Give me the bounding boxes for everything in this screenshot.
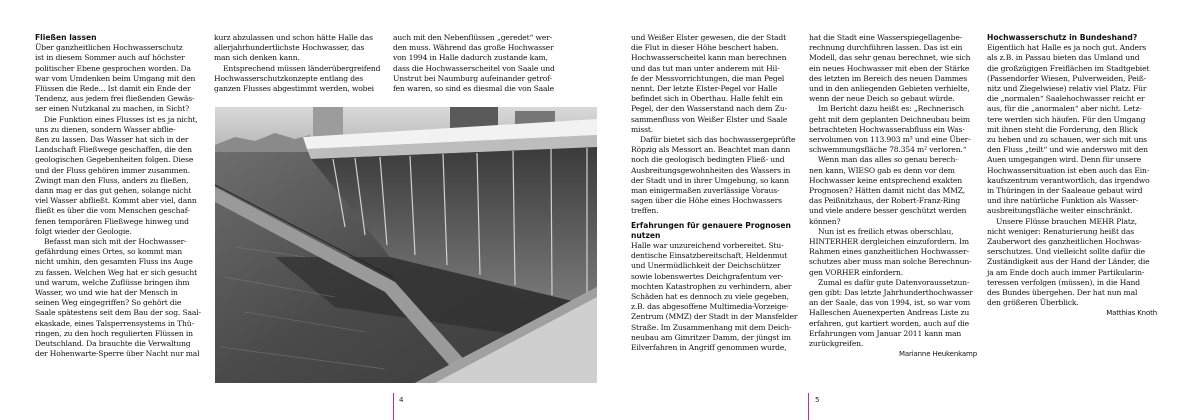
page-mark-right bbox=[808, 393, 809, 420]
text-line: Auen umgegangen wird. Denn für unsere bbox=[987, 155, 1142, 165]
text-line: und ihre natürliche Funktion als Wasser- bbox=[987, 196, 1139, 206]
text-line: Unstrut bei Naumburg aufeinander getrof- bbox=[393, 73, 552, 83]
text-line: fe der Messvorrichtungen, die man Pegel bbox=[631, 73, 785, 83]
text-line: betrachteten Hochwasserabfluss ein Was- bbox=[809, 124, 965, 134]
column-6 bbox=[987, 33, 1157, 319]
text-line: Hochwasserschutzkonzepte entlang des bbox=[214, 73, 364, 83]
text-line: fenen temporären Fließwege hinweg und bbox=[35, 216, 189, 226]
text-line: und in den anliegenden Gebieten verhielte, bbox=[809, 84, 970, 94]
text-line: in Thüringen in der Saaleaue gebaut wird bbox=[987, 186, 1143, 196]
text-line: der Hohenwarte-Sperre über Nacht nur mal bbox=[35, 349, 200, 359]
text-line: kaufszentrum verantwortlich, das irgendwo bbox=[987, 175, 1150, 185]
text-line: den Fluss „teilt“ und wie anderswo mit den bbox=[987, 145, 1148, 155]
text-line: schwemmungsfläche 78.354 m² verloren.“ bbox=[809, 145, 967, 155]
text-line: treffen. bbox=[631, 206, 659, 216]
text-line: fließt es über die vom Menschen geschaf- bbox=[35, 206, 190, 216]
text-line: als z.B. in Passau bieten das Umland und bbox=[987, 53, 1140, 63]
text-line: auch mit den Nebenflüssen „geredet“ wer- bbox=[393, 33, 553, 42]
text-line: gefährdung eines Ortes, so kommt man bbox=[35, 247, 183, 257]
text-line: Wenn man das alles so genau berech- bbox=[818, 155, 958, 165]
text-line: Pegel, der den Wasserstand nach dem Zu- bbox=[631, 104, 787, 114]
column-5 bbox=[809, 33, 977, 360]
text-line: nitz und Ziegelwiese) relativ viel Platz. Für bbox=[987, 84, 1147, 94]
text-line: die großzügigen Freiflächen im Stadtgebiet bbox=[987, 63, 1150, 73]
text-line: und der Fluss gehören immer zusammen. bbox=[35, 165, 190, 175]
column-4 bbox=[631, 33, 799, 353]
text-line: ja am Ende doch auch immer Partikularin- bbox=[987, 267, 1145, 277]
text-line: die Flut in dieser Höhe beschert haben. bbox=[631, 43, 779, 53]
text-line: Über ganzheitlichen Hochwasserschutz bbox=[35, 43, 183, 53]
text-line: ein neues Hochwasser mit eben der Stärke bbox=[809, 63, 970, 73]
text-line: ßen zu lassen. Das Wasser hat sich in der bbox=[35, 135, 189, 145]
text-line: neubau am Gimritzer Damm, der jüngst im bbox=[631, 332, 791, 342]
text-line: Befasst man sich mit der Hochwasser- bbox=[44, 237, 187, 247]
text-line: gen VORHER einfordern. bbox=[809, 267, 904, 277]
text-line: nicht umhin, den gesamten Fluss ins Auge bbox=[35, 257, 193, 267]
text-line: Rahmen eines ganzheitlichen Hochwasser- bbox=[809, 247, 969, 257]
text-line: Tendenz, aus jedem frei fließenden Gewäs- bbox=[35, 94, 195, 104]
text-line: folgt wieder der Geologie. bbox=[35, 226, 132, 236]
text-line: noch die geologisch bedingten Fließ- und bbox=[631, 155, 785, 165]
paragraph bbox=[809, 278, 977, 349]
text-line: erfahren, gut kartiert worden, auch auf die bbox=[809, 318, 969, 328]
text-line: Straße. Im Zusammenhang mit dem Deich- bbox=[631, 322, 792, 332]
column-1 bbox=[35, 33, 203, 360]
text-line: ringen, zu den hoch regulierten Flüssen in bbox=[35, 328, 193, 338]
text-line: wenn der neue Deich so gebaut würde. bbox=[809, 94, 955, 104]
text-line: Wasser, wo und wie hat der Mensch in bbox=[35, 288, 178, 298]
author-signature: Marianne Heukenkamp bbox=[898, 350, 977, 359]
page-number-left: 4 bbox=[399, 396, 404, 404]
text-line: dentische Einsatzbereitschaft, Heldenmut bbox=[631, 251, 788, 261]
paragraph bbox=[809, 227, 977, 278]
text-line: und das tut man unter anderem mit Hil- bbox=[631, 63, 780, 73]
text-line: rechnung durchführen lassen. Das ist ein bbox=[809, 43, 963, 53]
text-line: Zentrum (MMZ) der Stadt in der Mansfelder bbox=[631, 312, 798, 322]
text-line: dass die Hochwasserscheitel von Saale und bbox=[393, 63, 555, 73]
text-line: Erfahrungen vom Januar 2011 kann man bbox=[809, 328, 962, 338]
text-line: Saale spätestens seit dem Bau der sog. Saal- bbox=[35, 308, 201, 318]
paragraph bbox=[35, 237, 203, 359]
text-line: an der Saale, das von 1994, ist, so war vom bbox=[809, 298, 971, 308]
text-line: man sich denken kann. bbox=[214, 53, 300, 63]
text-line: nicht weniger: Renaturierung heißt das bbox=[987, 226, 1134, 236]
text-line: zu fassen. Welchen Weg hat er sich gesucht bbox=[35, 267, 197, 277]
text-line: mochten Katastrophen zu verhindern, aber bbox=[631, 281, 792, 291]
text-line: uns zu dienen, sondern Wasser abflie- bbox=[35, 124, 176, 134]
text-line: Zuständigkeit aus der Hand der Länder, die bbox=[987, 257, 1150, 267]
text-line: servolumen von 113.903 m³ und eine Über- bbox=[809, 135, 971, 145]
column-3 bbox=[393, 33, 561, 94]
text-line: Im Bericht dazu heißt es: „Rechnerisch bbox=[818, 104, 964, 114]
text-line: (Passendorfer Wiesen, Pulverweiden, Peiß- bbox=[987, 73, 1147, 83]
text-line: Schäden hat es dennoch zu viele gegeben, bbox=[631, 292, 789, 302]
text-line: Dafür bietet sich das hochwassergeprüfte bbox=[640, 135, 796, 145]
text-line: Flüssen die Rede... Ist damit ein Ende der bbox=[35, 84, 191, 94]
text-line: schutzes aber muss man solche Berechnun- bbox=[809, 257, 972, 267]
text-line: ganzen Flusses abgestimmt werden, wobei bbox=[214, 84, 374, 94]
text-line: Prognosen? Hätten damit nicht das MMZ, bbox=[809, 186, 965, 196]
paragraph bbox=[393, 33, 561, 94]
text-line: befindet sich in Oberthau. Halle fehlt ein bbox=[631, 94, 783, 104]
paragraph bbox=[214, 64, 382, 95]
column-2 bbox=[214, 33, 382, 94]
text-line: ekaskade, eines Talsperrensystems in Thü- bbox=[35, 318, 194, 328]
text-line: sammenfluss von Weißer Elster und Saale bbox=[631, 114, 788, 124]
text-line: nennt. Der letzte Elster-Pegel vor Halle bbox=[631, 84, 778, 94]
text-line: Eilverfahren in Angriff genommen wurde, bbox=[631, 343, 787, 353]
text-line: von 1994 in Halle dadurch zustande kam, bbox=[393, 53, 548, 63]
paragraph bbox=[214, 33, 382, 64]
text-line: und Unermüdlichkeit der Deichschützer bbox=[631, 261, 781, 271]
text-line: man einigermaßen zuverlässige Voraus- bbox=[631, 186, 780, 196]
paragraph bbox=[987, 43, 1157, 216]
paragraph bbox=[631, 33, 799, 135]
paragraph bbox=[809, 104, 977, 155]
text-line: Entsprechend müssen länderübergreifend bbox=[223, 63, 381, 73]
paragraph bbox=[35, 115, 203, 237]
text-line: seinen Weg eingegriffen? So gehört die bbox=[35, 298, 182, 308]
page-number-right: 5 bbox=[815, 396, 820, 404]
text-line: viel Wasser abfließt. Kommt aber viel, dann bbox=[35, 196, 197, 206]
text-line: politischer Ebene gesprochen worden. Da bbox=[35, 63, 191, 73]
text-line: Zwingt man den Fluss, anders zu fließen, bbox=[35, 175, 189, 185]
text-line: die „normalen“ Saalehochwasser reicht er bbox=[987, 94, 1145, 104]
text-line: z.B. das abgesoffene Multimedia-Vorzeige- bbox=[631, 302, 789, 312]
text-line: aus, für die „anormalen“ aber nicht. Letz- bbox=[987, 104, 1142, 114]
text-line: mit ihnen steht die Forderung, den Blick bbox=[987, 124, 1138, 134]
text-line: Landschaft Fließwege geschaffen, die den bbox=[35, 145, 192, 155]
section-heading: Hochwasserschutz in Bundeshand? bbox=[987, 33, 1138, 42]
text-line: den größeren Überblick. bbox=[987, 298, 1079, 308]
paragraph bbox=[809, 155, 977, 226]
text-line: nen kann, WIESO gab es denn vor dem bbox=[809, 165, 955, 175]
text-line: gen gibt: Das letzte Jahrhunderthochwasser bbox=[809, 288, 973, 298]
text-line: dann mag er das gut gehen, solange nicht bbox=[35, 186, 192, 196]
text-line: Zumal es dafür gute Datenvoraussetzun- bbox=[818, 277, 970, 287]
text-line: zu heben und zu schauen, wer sich mit uns bbox=[987, 135, 1147, 145]
text-line: Hochwasserscheitel kann man berechnen bbox=[631, 53, 787, 63]
text-line: Unsere Flüsse brauchen MEHR Platz, bbox=[996, 216, 1137, 226]
text-line: Halleschen Auenexperten Andreas Liste zu bbox=[809, 308, 970, 318]
subheading-line: nutzen bbox=[631, 230, 661, 240]
paragraph bbox=[631, 241, 799, 353]
text-line: Ausbreitungsgewohnheiten des Wassers in bbox=[631, 165, 791, 175]
page-mark-left bbox=[393, 393, 394, 420]
text-line: fen waren, so sind es diesmal die von Saale bbox=[393, 84, 555, 94]
subheading bbox=[631, 221, 799, 241]
text-line: ist in diesem Sommer auch auf höchster bbox=[35, 53, 185, 63]
text-line: Röpzig als Messort an. Beachtet man dann bbox=[631, 145, 791, 155]
paragraph bbox=[631, 135, 799, 217]
text-line: des Bundes übergehen. Der hat nun mal bbox=[987, 288, 1138, 298]
text-line: zurückgreifen. bbox=[809, 339, 864, 349]
text-line: das Peißnitzhaus, der Robert-Franz-Ring bbox=[809, 196, 961, 206]
text-line: tere werden sich häufen. Für den Umgang bbox=[987, 114, 1146, 124]
text-line: kurz abzulassen und schon hätte Halle das bbox=[214, 33, 373, 42]
text-line: geologischen Gegebenheiten folgen. Diese bbox=[35, 155, 194, 165]
text-line: misst. bbox=[631, 124, 653, 134]
text-line: ser einen Nutzkanal zu machen, in Sicht? bbox=[35, 104, 190, 114]
text-line: können? bbox=[809, 216, 841, 226]
text-line: und Weißer Elster gewesen, die der Stadt bbox=[631, 33, 786, 42]
paragraph bbox=[987, 217, 1157, 309]
text-line: serschutzes. Und vielleicht sollte dafür die bbox=[987, 247, 1145, 257]
text-line: Deutschland. Da brauchte die Verwaltung bbox=[35, 339, 191, 349]
text-line: war vom Umdenken beim Umgang mit den bbox=[35, 73, 196, 83]
text-line: Eigentlich hat Halle es ja noch gut. Anders bbox=[987, 43, 1147, 53]
text-line: Modell, das sehr genau berechnet, wie sich bbox=[809, 53, 971, 63]
text-line: HINTERHER dergleichen einzufordern. Im bbox=[809, 237, 969, 247]
text-line: teressen verfolgen (müssen), in die Hand bbox=[987, 277, 1141, 287]
text-line: Nun ist es freilich etwas oberschlau, bbox=[818, 226, 954, 236]
text-line: hat die Stadt eine Wasserspiegellagenbe- bbox=[809, 33, 963, 42]
text-line: des letzten im Bereich des neuen Dammes bbox=[809, 73, 968, 83]
text-line: Hochwasser keine entsprechend exakten bbox=[809, 175, 962, 185]
text-line: geht mit dem geplanten Deichneubau beim bbox=[809, 114, 970, 124]
text-line: ausbreitungsfläche weiter einschränkt. bbox=[987, 206, 1133, 216]
text-line: Halle war unzureichend vorbereitet. Stu- bbox=[631, 241, 784, 251]
text-line: allerjahrhundertlichste Hochwasser, das bbox=[214, 43, 365, 53]
text-line: den muss. Während das große Hochwasser bbox=[393, 43, 554, 53]
paragraph bbox=[35, 43, 203, 114]
text-line: Die Funktion eines Flusses ist es ja nicht, bbox=[44, 114, 198, 124]
text-line: und viele andere besser geschützt werden bbox=[809, 206, 967, 216]
subheading-line: Erfahrungen für genauere Prognosen bbox=[631, 220, 791, 230]
paragraph bbox=[809, 33, 977, 104]
text-line: sowie lobenswertes Deichgrafentum ver- bbox=[631, 271, 784, 281]
text-line: sagen über die Höhe eines Hochwassers bbox=[631, 196, 782, 206]
text-line: Zauberwort des ganzheitlichen Hochwas- bbox=[987, 237, 1142, 247]
author-signature: Matthias Knoth bbox=[1106, 309, 1157, 318]
text-line: Hochwassersituation ist eben auch das Ein- bbox=[987, 165, 1150, 175]
text-line: der Stadt und in ihrer Umgebung, so kann bbox=[631, 175, 789, 185]
text-line: und warum, welche Zuflüsse bringen ihm bbox=[35, 277, 190, 287]
section-heading: Fließen lassen bbox=[35, 33, 97, 42]
flood-photo bbox=[215, 107, 597, 383]
